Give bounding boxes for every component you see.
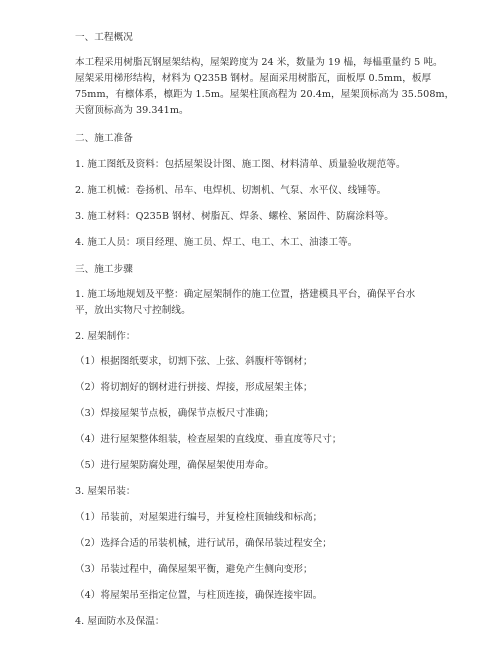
step3-item-4: （4）将屋架吊至指定位置，与柱顶连接，确保连接牢固。 (75, 590, 323, 601)
overview-paragraph-line-4: 天窗顶标高为 39.341m。 (75, 105, 189, 116)
overview-paragraph-line-2: 屋架采用梯形结构，材料为 Q235B 钢材。屋面采用树脂瓦，面板厚 0.5mm，板厚 (75, 73, 432, 84)
preparation-item-4: 4. 施工人员：项目经理、施工员、焊工、电工、木工、油漆工等。 (75, 237, 358, 248)
step2-item-4: （4）进行屋架整体组装，检查屋架的直线度、垂直度等尺寸； (75, 434, 342, 445)
step1-line-2: 平，放出实物尺寸控制线。 (75, 305, 191, 316)
section-heading-steps: 三、施工步骤 (75, 264, 133, 275)
overview-paragraph-line-1: 本工程采用树脂瓦钢屋架结构，屋架跨度为 24 米，数量为 19 榀，每榀重量约 5 吨。 (75, 57, 443, 68)
section-heading-overview: 一、工程概况 (75, 32, 133, 43)
step3-item-3: （3）吊装过程中，确保屋架平衡，避免产生侧向变形； (75, 564, 313, 575)
step2-item-2: （2）将切割好的钢材进行拼接、焊接，形成屋架主体； (75, 382, 313, 393)
preparation-item-3: 3. 施工材料：Q235B 钢材、树脂瓦、焊条、螺栓、紧固件、防腐涂料等。 (75, 211, 394, 222)
section-heading-preparation: 二、施工准备 (75, 133, 133, 144)
step2-item-5: （5）进行屋架防腐处理，确保屋架使用寿命。 (75, 460, 275, 471)
step2-item-1: （1）根据图纸要求，切割下弦、上弦、斜腹杆等钢材； (75, 356, 313, 367)
step3-item-2: （2）选择合适的吊装机械，进行试吊，确保吊装过程安全； (75, 538, 332, 549)
overview-paragraph-line-3: 75mm，有檩体系，檩距为 1.5m。屋架柱顶高程为 20.4m，屋架顶标高为 35.508m， (75, 89, 455, 100)
step2-item-3: （3）焊接屋架节点板，确保节点板尺寸准确； (75, 408, 275, 419)
step3-title: 3. 屋架吊装： (75, 486, 136, 497)
step3-item-1: （1）吊装前，对屋架进行编号，并复检柱顶轴线和标高； (75, 512, 323, 523)
step1-line-1: 1. 施工场地规划及平整：确定屋架制作的施工位置，搭建模具平台，确保平台水 (75, 289, 416, 300)
step4-title: 4. 屋面防水及保温： (75, 616, 165, 627)
preparation-item-2: 2. 施工机械：卷扬机、吊车、电焊机、切割机、气泵、水平仪、线锤等。 (75, 185, 387, 196)
step2-title: 2. 屋架制作： (75, 331, 136, 342)
preparation-item-1: 1. 施工图纸及资料：包括屋架设计图、施工图、材料清单、质量验收规范等。 (75, 159, 406, 170)
